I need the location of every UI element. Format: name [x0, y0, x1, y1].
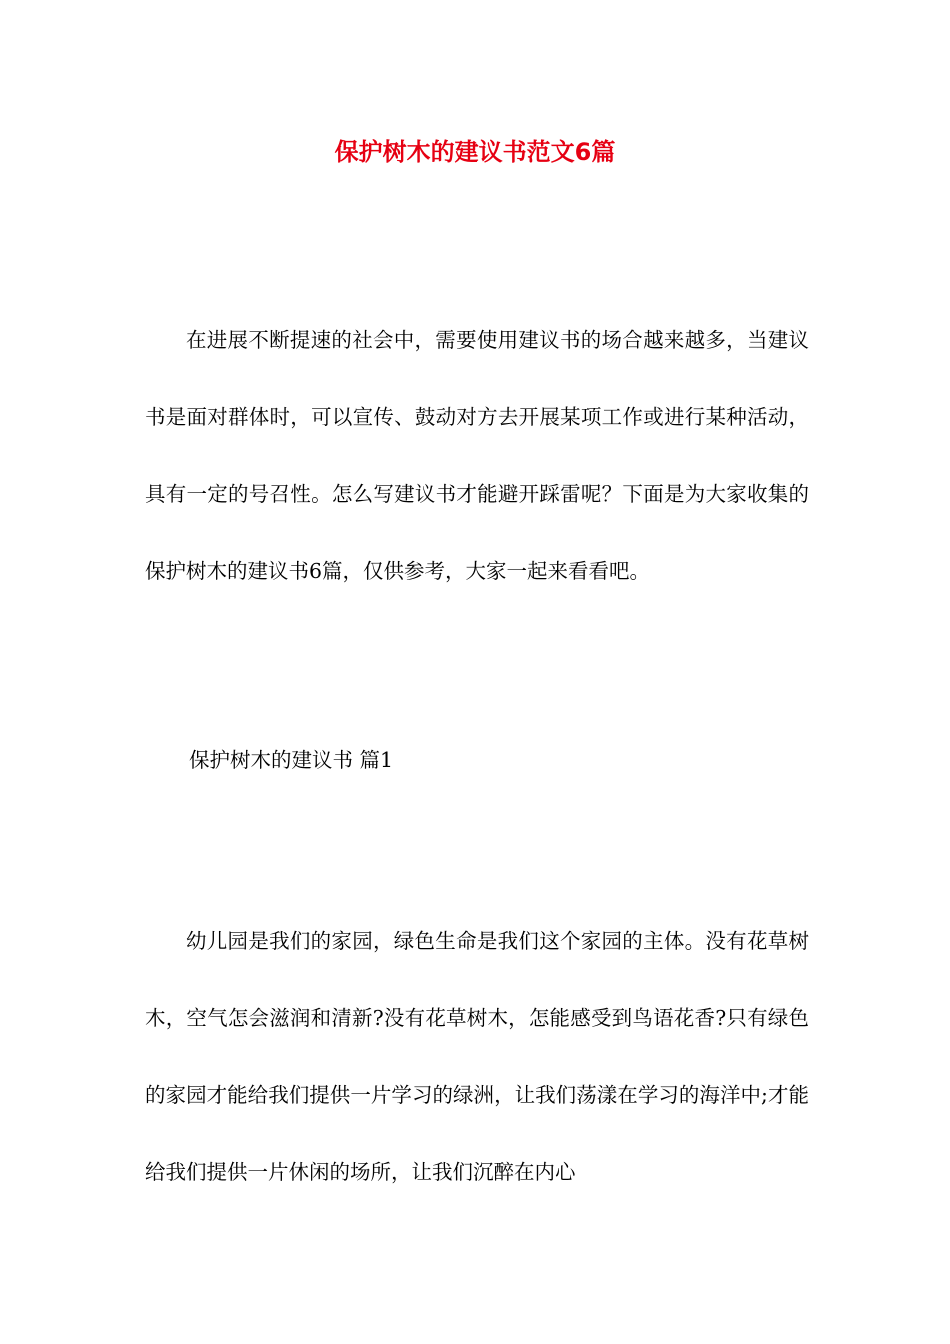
- intro-paragraph: 在进展不断提速的社会中，需要使用建议书的场合越来越多，当建议书是面对群体时，可以宣传、鼓动对方去开展某项工作或进行某种活动，具有一定的号召性。怎么写建议书才能避开踩雷呢？下面是为大家收集的保护树木的建议书6篇，仅供参考，大家一起来看看吧。: [145, 328, 809, 583]
- document-title: 保护树木的建议书范文6篇: [334, 138, 616, 166]
- section-body-paragraph: 幼儿园是我们的家园，绿色生命是我们这个家园的主体。没有花草树木，空气怎会滋润和清新?没有花草树木，怎能感受到鸟语花香?只有绿色的家园才能给我们提供一片学习的绿洲，让我们荡漾在学习的海洋中;才能给我们提供一片休闲的场所，让我们沉醉在内心: [145, 929, 809, 1184]
- section-heading: 保护树木的建议书 篇1: [189, 748, 394, 772]
